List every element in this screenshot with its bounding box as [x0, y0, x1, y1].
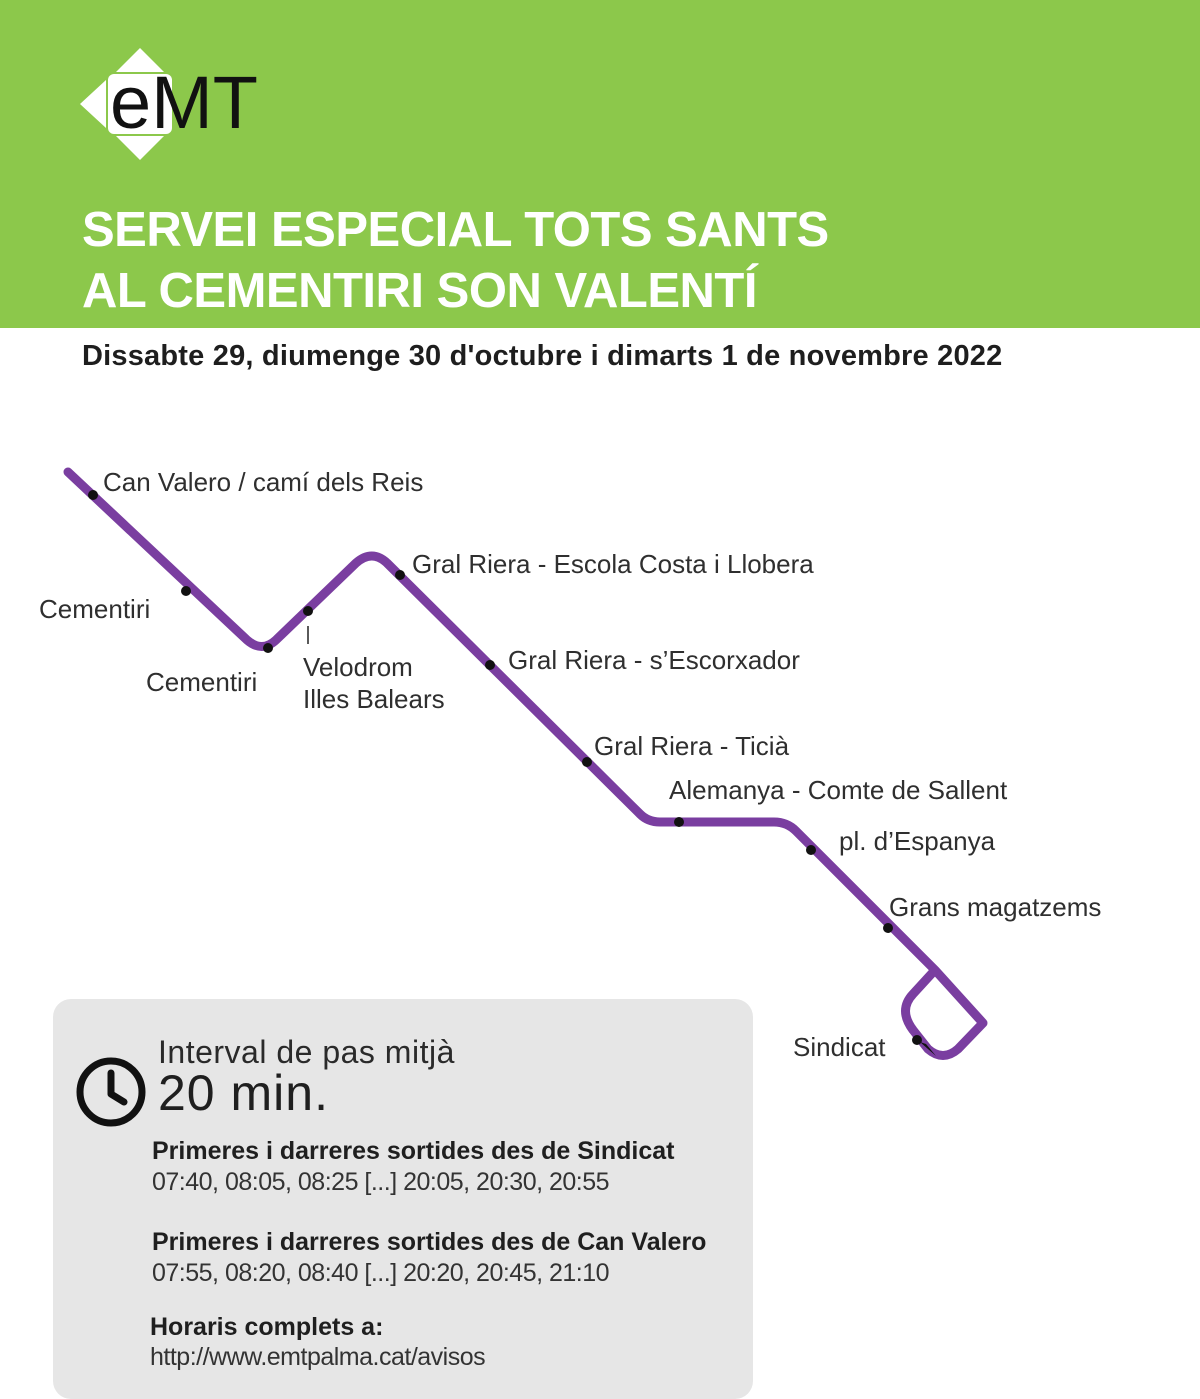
stop-label-grans-magatzems: Grans magatzems — [889, 892, 1102, 922]
stop-label-pl-espanya: pl. d’Espanya — [839, 826, 996, 856]
stop-dot — [88, 490, 98, 500]
interval-label: Interval de pas mitjà — [158, 1034, 455, 1070]
stop-dot — [806, 845, 816, 855]
stop-dot — [303, 606, 313, 616]
stop-dot — [395, 570, 405, 580]
stop-label-cementiri-1: Cementiri — [39, 594, 151, 624]
page-title — [82, 200, 829, 322]
route-map — [0, 400, 1200, 1100]
title-line-2: AL CEMENTIRI SON VALENTÍ — [82, 264, 757, 318]
stop-label-alemanya: Alemanya - Comte de Sallent — [669, 775, 1008, 805]
stop-dot — [883, 923, 893, 933]
service-dates: Dissabte 29, diumenge 30 d'octubre i dimarts 1 de novembre 2022 — [82, 340, 1003, 372]
stop-dot — [912, 1035, 922, 1045]
stop-label-gral-riera-ticia: Gral Riera - Ticià — [594, 731, 790, 761]
sindicat-departures-title: Primeres i darreres sortides des de Sindicat — [152, 1137, 675, 1165]
can-valero-departures-title: Primeres i darreres sortides des de Can Valero — [152, 1228, 707, 1256]
stop-label-velodrom-line-1: Velodrom — [303, 652, 413, 682]
stop-label-cementiri-2: Cementiri — [146, 667, 258, 697]
emt-logo — [78, 44, 268, 164]
stop-dot — [582, 757, 592, 767]
stop-label-velodrom-line-2: Illes Balears — [303, 684, 445, 714]
stop-label-gral-riera-escola: Gral Riera - Escola Costa i Llobera — [412, 549, 814, 579]
stop-dot — [674, 817, 684, 827]
stop-dot — [263, 643, 273, 653]
svg-text:eMT: eMT — [110, 61, 258, 144]
title-line-1: SERVEI ESPECIAL TOTS SANTS — [82, 203, 829, 257]
full-schedule-link[interactable]: http://www.emtpalma.cat/avisos — [150, 1343, 486, 1371]
clock-icon — [74, 1055, 148, 1129]
full-schedule-label: Horaris complets a: — [150, 1313, 384, 1341]
interval-value: 20 min. — [158, 1065, 329, 1121]
stop-label-sindicat: Sindicat — [793, 1032, 886, 1062]
stop-label-gral-riera-escorxador: Gral Riera - s’Escorxador — [508, 645, 800, 675]
sindicat-departures-times: 07:40, 08:05, 08:25 [...] 20:05, 20:30, 20:55 — [152, 1168, 610, 1196]
can-valero-departures-times: 07:55, 08:20, 08:40 [...] 20:20, 20:45, 21:10 — [152, 1259, 610, 1287]
header-banner — [0, 0, 1200, 328]
stop-label-can-valero: Can Valero / camí dels Reis — [103, 467, 424, 497]
stop-dot — [181, 586, 191, 596]
stop-dot — [485, 660, 495, 670]
